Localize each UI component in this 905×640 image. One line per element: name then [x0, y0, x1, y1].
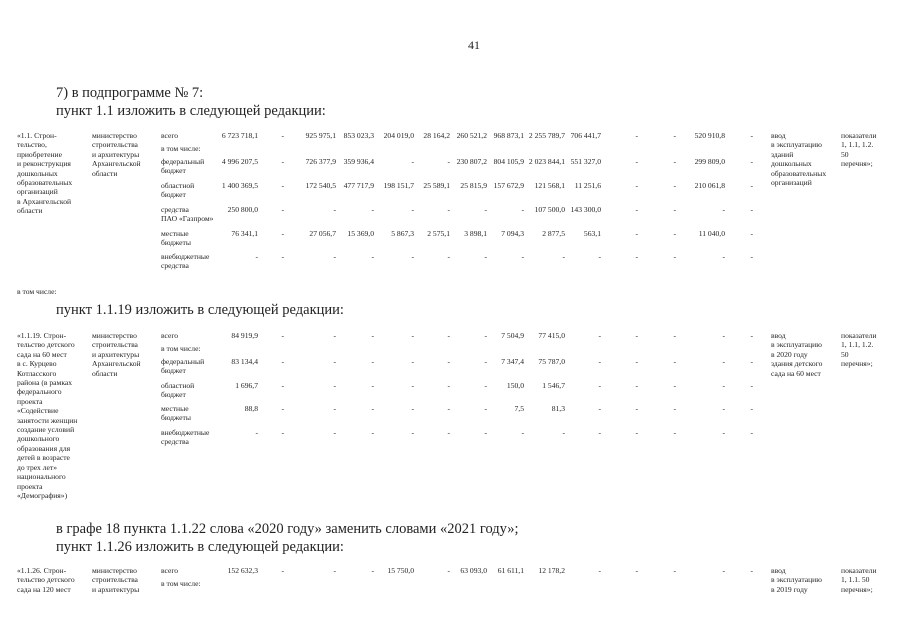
executor-line: и архитектуры	[92, 149, 140, 159]
value-cell: 121 568,1	[534, 181, 565, 190]
value-cell: -	[635, 566, 638, 575]
value-cell: -	[447, 404, 450, 413]
funding-source-line: бюджеты	[161, 413, 191, 423]
value-cell: -	[484, 381, 487, 390]
funding-source-line: федеральный	[161, 157, 205, 166]
value-cell: -	[411, 404, 414, 413]
value-cell: 7 094,3	[501, 229, 524, 238]
item-name-line: «1.1. Строн-	[17, 131, 57, 140]
expected-result-line: сада на 60 мест	[771, 368, 821, 378]
value-cell: 75 787,0	[538, 357, 565, 366]
value-cell: -	[750, 428, 753, 437]
item-name-line: тельство,	[17, 140, 47, 150]
value-cell: -	[371, 404, 374, 413]
indicator-ref-line: перечня»;	[841, 584, 873, 594]
value-cell: -	[484, 428, 487, 437]
value-cell: -	[333, 428, 336, 437]
value-cell: -	[371, 252, 374, 261]
item-name-line: и реконструкция	[17, 159, 71, 169]
indicator-ref-line: 1, 1.1, 1.2.	[841, 140, 874, 150]
value-cell: -	[255, 252, 258, 261]
value-cell: 925 975,1	[305, 131, 336, 140]
value-cell: 198 151,7	[383, 181, 414, 190]
item-name-line: «1.1.26. Строн-	[17, 566, 67, 575]
funding-source-line: бюджет	[161, 390, 186, 400]
value-cell: 260 521,2	[456, 131, 487, 140]
indicator-ref	[841, 131, 877, 169]
value-cell: -	[598, 381, 601, 390]
value-cell: 1 696,7	[235, 381, 258, 390]
value-cell: -	[673, 357, 676, 366]
executor-line: области	[92, 168, 118, 178]
value-cell: -	[484, 404, 487, 413]
expected-result-line: в 2020 году	[771, 349, 808, 359]
value-cell: -	[411, 331, 414, 340]
value-cell: 2 575,1	[427, 229, 450, 238]
value-cell: -	[673, 131, 676, 140]
value-cell: -	[598, 404, 601, 413]
indicator-ref	[841, 566, 877, 594]
funding-source-line: в том числе:	[161, 579, 201, 588]
value-cell: -	[562, 428, 565, 437]
expected-result	[771, 566, 822, 594]
heading-point-1-1-26: пункт 1.1.26 изложить в следующей редакции:	[56, 539, 344, 555]
item-name-line: национального	[17, 472, 66, 482]
value-cell: 12 178,2	[538, 566, 565, 575]
value-cell: -	[635, 229, 638, 238]
value-cell: -	[722, 566, 725, 575]
value-cell: -	[281, 428, 284, 437]
item-name-line: проекта	[17, 396, 43, 406]
value-cell: -	[333, 357, 336, 366]
value-cell: -	[484, 357, 487, 366]
value-cell: -	[484, 205, 487, 214]
value-cell: -	[281, 381, 284, 390]
value-cell: -	[598, 357, 601, 366]
funding-source	[161, 229, 191, 248]
executor-line: министерство	[92, 331, 137, 340]
value-cell: -	[411, 381, 414, 390]
value-cell: 150,0	[506, 381, 524, 390]
item-name-line: дошкольного	[17, 434, 60, 444]
value-cell: 107 500,0	[534, 205, 565, 214]
value-cell: -	[673, 229, 676, 238]
executor-line: министерство	[92, 566, 137, 575]
value-cell: -	[281, 252, 284, 261]
value-cell: 230 807,2	[456, 157, 487, 166]
value-cell: -	[673, 205, 676, 214]
value-cell: 27 056,7	[309, 229, 336, 238]
value-cell: -	[371, 566, 374, 575]
value-cell: 359 936,4	[343, 157, 374, 166]
expected-result-line: в эксплуатацию	[771, 140, 822, 150]
value-cell: 520 910,8	[694, 131, 725, 140]
value-cell: -	[447, 205, 450, 214]
funding-source	[161, 331, 178, 340]
value-cell: 152 632,3	[227, 566, 258, 575]
value-cell: 7 347,4	[501, 357, 524, 366]
value-cell: -	[447, 252, 450, 261]
value-cell: -	[635, 252, 638, 261]
item-name-line: организаций	[17, 187, 58, 197]
value-cell: -	[447, 157, 450, 166]
item-name-line: до трех лет»	[17, 462, 58, 472]
value-cell: -	[673, 252, 676, 261]
value-cell: -	[750, 331, 753, 340]
item-name	[17, 131, 72, 216]
value-cell: 2 255 789,7	[528, 131, 565, 140]
value-cell: -	[750, 131, 753, 140]
funding-source	[161, 566, 178, 575]
value-cell: 804 105,9	[493, 157, 524, 166]
item-name-line: занятости женщин	[17, 415, 78, 425]
heading-point-1-1: пункт 1.1 изложить в следующей редакции:	[56, 103, 326, 119]
value-cell: -	[635, 381, 638, 390]
value-cell: 706 441,7	[570, 131, 601, 140]
value-cell: -	[371, 428, 374, 437]
value-cell: -	[411, 252, 414, 261]
value-cell: -	[635, 331, 638, 340]
value-cell: 5 867,3	[391, 229, 414, 238]
value-cell: -	[635, 157, 638, 166]
value-cell: -	[521, 205, 524, 214]
item-name-line: «1.1.19. Строн-	[17, 331, 67, 340]
value-cell: -	[673, 404, 676, 413]
value-cell: 7,5	[514, 404, 524, 413]
page-number: 41	[468, 38, 480, 52]
item-name-line: федерального	[17, 387, 62, 397]
value-cell: 143 300,0	[570, 205, 601, 214]
value-cell: -	[750, 381, 753, 390]
value-cell: 11 251,6	[574, 181, 601, 190]
expected-result-line: ввод	[771, 131, 786, 140]
value-cell: 2 877,5	[542, 229, 565, 238]
value-cell: -	[371, 205, 374, 214]
value-cell: -	[635, 428, 638, 437]
item-name-line: детей в возрасте	[17, 453, 70, 463]
value-cell: 77 415,0	[538, 331, 565, 340]
value-cell: -	[411, 205, 414, 214]
funding-source-line: всего	[161, 131, 179, 140]
value-cell: -	[673, 566, 676, 575]
value-cell: 1 546,7	[542, 381, 565, 390]
item-name-line: образовательных	[17, 178, 73, 188]
value-cell: 250 800,0	[227, 205, 258, 214]
value-cell: -	[521, 428, 524, 437]
funding-source-line: бюджет	[161, 166, 186, 176]
value-cell: -	[333, 566, 336, 575]
value-cell: -	[635, 181, 638, 190]
value-cell: -	[750, 205, 753, 214]
item-name-line: тельство детского	[17, 340, 75, 350]
indicator-ref-line: показатели	[841, 131, 877, 140]
value-cell: 6 723 718,1	[221, 131, 258, 140]
funding-source	[161, 131, 178, 140]
executor	[92, 131, 141, 178]
value-cell: 157 672,9	[493, 181, 524, 190]
value-cell: -	[281, 205, 284, 214]
funding-source-line: ПАО «Газпром»	[161, 214, 214, 224]
expected-result-line: организаций	[771, 178, 812, 188]
executor	[92, 566, 139, 594]
value-cell: -	[281, 566, 284, 575]
funding-source	[161, 344, 201, 353]
expected-result-line: здания детского	[771, 359, 823, 369]
heading-point-1-1-19: пункт 1.1.19 изложить в следующей редакции:	[56, 302, 344, 318]
indicator-ref-line: 50	[841, 149, 849, 159]
value-cell: -	[562, 252, 565, 261]
funding-source	[161, 404, 191, 423]
indicator-ref-line: 1, 1.1, 1.2.	[841, 340, 874, 350]
value-cell: -	[333, 205, 336, 214]
funding-source-line: областной	[161, 181, 195, 190]
value-cell: 563,1	[583, 229, 601, 238]
item-name	[17, 566, 75, 594]
value-cell: 15 369,0	[347, 229, 374, 238]
value-cell: -	[722, 381, 725, 390]
value-cell: -	[333, 404, 336, 413]
indicator-ref-line: 1, 1.1. 50	[841, 575, 870, 585]
value-cell: -	[371, 381, 374, 390]
expected-result-line: образовательных	[771, 168, 827, 178]
expected-result-line: ввод	[771, 331, 786, 340]
value-cell: 3 898,1	[464, 229, 487, 238]
value-cell: -	[750, 357, 753, 366]
value-cell: -	[635, 357, 638, 366]
note-in-total: в том числе:	[17, 287, 57, 296]
value-cell: -	[673, 331, 676, 340]
funding-source-line: в том числе:	[161, 344, 201, 353]
value-cell: 83 134,4	[231, 357, 258, 366]
expected-result	[771, 331, 822, 378]
value-cell: -	[281, 357, 284, 366]
value-cell: -	[333, 331, 336, 340]
value-cell: -	[750, 157, 753, 166]
funding-source-line: в том числе:	[161, 144, 201, 153]
funding-source-line: внебюджетные	[161, 428, 210, 437]
value-cell: -	[673, 181, 676, 190]
value-cell: 2 023 844,1	[528, 157, 565, 166]
funding-source-line: областной	[161, 381, 195, 390]
funding-source-line: всего	[161, 566, 179, 575]
item-name-line: сада на 60 мест	[17, 349, 67, 359]
value-cell: -	[411, 428, 414, 437]
value-cell: 84 919,9	[231, 331, 258, 340]
value-cell: -	[281, 157, 284, 166]
item-name-line: тельство детского	[17, 575, 75, 585]
funding-source-line: средства	[161, 261, 189, 271]
value-cell: 210 061,8	[694, 181, 725, 190]
value-cell: -	[598, 428, 601, 437]
value-cell: -	[447, 331, 450, 340]
item-name	[17, 331, 77, 500]
value-cell: 61 611,1	[497, 566, 524, 575]
item-name-line: района (в рамках	[17, 378, 73, 388]
value-cell: 204 019,0	[383, 131, 414, 140]
value-cell: -	[750, 404, 753, 413]
value-cell: -	[722, 357, 725, 366]
expected-result-line: ввод	[771, 566, 786, 575]
value-cell: -	[750, 229, 753, 238]
item-name-line: «Демография»)	[17, 490, 68, 500]
expected-result-line: дошкольных	[771, 159, 812, 169]
value-cell: -	[411, 157, 414, 166]
value-cell: -	[635, 205, 638, 214]
value-cell: -	[673, 157, 676, 166]
value-cell: -	[281, 404, 284, 413]
value-cell: -	[447, 357, 450, 366]
value-cell: -	[598, 331, 601, 340]
expected-result-line: в эксплуатацию	[771, 340, 822, 350]
value-cell: 76 341,1	[231, 229, 258, 238]
item-name-line: «Содействие	[17, 406, 59, 416]
value-cell: -	[371, 331, 374, 340]
heading-subprogram: 7) в подпрограмме № 7:	[56, 85, 204, 101]
funding-source-line: средства	[161, 437, 189, 447]
value-cell: -	[722, 205, 725, 214]
funding-source-line: федеральный	[161, 357, 205, 366]
executor-line: и архитектуры	[92, 349, 140, 359]
value-cell: -	[333, 252, 336, 261]
value-cell: -	[722, 404, 725, 413]
value-cell: 88,8	[244, 404, 258, 413]
item-name-line: области	[17, 206, 43, 216]
value-cell: -	[281, 181, 284, 190]
value-cell: -	[673, 381, 676, 390]
indicator-ref-line: перечня»;	[841, 159, 873, 169]
value-cell: 299 809,0	[694, 157, 725, 166]
funding-source-line: бюджет	[161, 366, 186, 376]
value-cell: 853 023,3	[343, 131, 374, 140]
value-cell: 28 164,2	[423, 131, 450, 140]
value-cell: -	[255, 428, 258, 437]
indicator-ref	[841, 331, 877, 369]
value-cell: -	[673, 428, 676, 437]
item-name-line: в с. Курцево	[17, 359, 57, 369]
value-cell: -	[635, 131, 638, 140]
executor-line: Архангельской	[92, 159, 141, 169]
item-name-line: образования для	[17, 443, 71, 453]
value-cell: -	[447, 381, 450, 390]
funding-source-line: всего	[161, 331, 179, 340]
value-cell: -	[750, 252, 753, 261]
value-cell: 25 815,9	[460, 181, 487, 190]
value-cell: -	[598, 566, 601, 575]
executor-line: министерство	[92, 131, 137, 140]
item-name-line: Котласского	[17, 368, 57, 378]
executor-line: и архитектуры	[92, 584, 140, 594]
value-cell: -	[521, 252, 524, 261]
executor	[92, 331, 141, 378]
funding-source-line: местные	[161, 404, 189, 413]
value-cell: 477 717,9	[343, 181, 374, 190]
indicator-ref-line: перечня»;	[841, 359, 873, 369]
value-cell: -	[635, 404, 638, 413]
executor-line: Архангельской	[92, 359, 141, 369]
value-cell: -	[333, 381, 336, 390]
value-cell: -	[411, 357, 414, 366]
value-cell: -	[722, 252, 725, 261]
value-cell: -	[722, 331, 725, 340]
expected-result	[771, 131, 826, 187]
funding-source-line: бюджеты	[161, 238, 191, 248]
value-cell: -	[750, 181, 753, 190]
value-cell: 11 040,0	[698, 229, 725, 238]
value-cell: 7 504,9	[501, 331, 524, 340]
value-cell: -	[281, 331, 284, 340]
executor-line: строительства	[92, 575, 138, 585]
value-cell: 726 377,9	[305, 157, 336, 166]
value-cell: 1 400 369,5	[221, 181, 258, 190]
item-name-line: сада на 120 мест	[17, 584, 71, 594]
funding-source-line: бюджет	[161, 190, 186, 200]
funding-source	[161, 579, 201, 588]
value-cell: 63 093,0	[460, 566, 487, 575]
value-cell: -	[750, 566, 753, 575]
expected-result-line: в эксплуатацию	[771, 575, 822, 585]
value-cell: -	[722, 428, 725, 437]
item-name-line: приобретение	[17, 149, 62, 159]
value-cell: 968 873,1	[493, 131, 524, 140]
value-cell: -	[484, 331, 487, 340]
value-cell: 81,3	[551, 404, 565, 413]
value-cell: -	[281, 131, 284, 140]
expected-result-line: зданий	[771, 149, 794, 159]
executor-line: области	[92, 368, 118, 378]
item-name-line: дошкольных	[17, 168, 58, 178]
funding-source-line: внебюджетные	[161, 252, 210, 261]
indicator-ref-line: показатели	[841, 331, 877, 340]
value-cell: -	[484, 252, 487, 261]
value-cell: -	[447, 428, 450, 437]
funding-source	[161, 144, 201, 153]
item-name-line: создание условий	[17, 425, 75, 435]
value-cell: -	[281, 229, 284, 238]
funding-source-line: местные	[161, 229, 189, 238]
indicator-ref-line: показатели	[841, 566, 877, 575]
executor-line: строительства	[92, 340, 138, 350]
value-cell: 551 327,0	[570, 157, 601, 166]
indicator-ref-line: 50	[841, 349, 849, 359]
funding-source-line: средства	[161, 205, 189, 214]
value-cell: -	[598, 252, 601, 261]
value-cell: 25 589,1	[423, 181, 450, 190]
item-name-line: проекта	[17, 481, 43, 491]
value-cell: 15 750,0	[387, 566, 414, 575]
value-cell: -	[447, 566, 450, 575]
value-cell: 172 540,5	[305, 181, 336, 190]
expected-result-line: в 2019 году	[771, 584, 808, 594]
item-name-line: в Архангельской	[17, 196, 72, 206]
heading-point-1-1-22: в графе 18 пункта 1.1.22 слова «2020 году» заменить словами «2021 году»;	[56, 521, 519, 537]
value-cell: -	[371, 357, 374, 366]
value-cell: 4 996 207,5	[221, 157, 258, 166]
executor-line: строительства	[92, 140, 138, 150]
